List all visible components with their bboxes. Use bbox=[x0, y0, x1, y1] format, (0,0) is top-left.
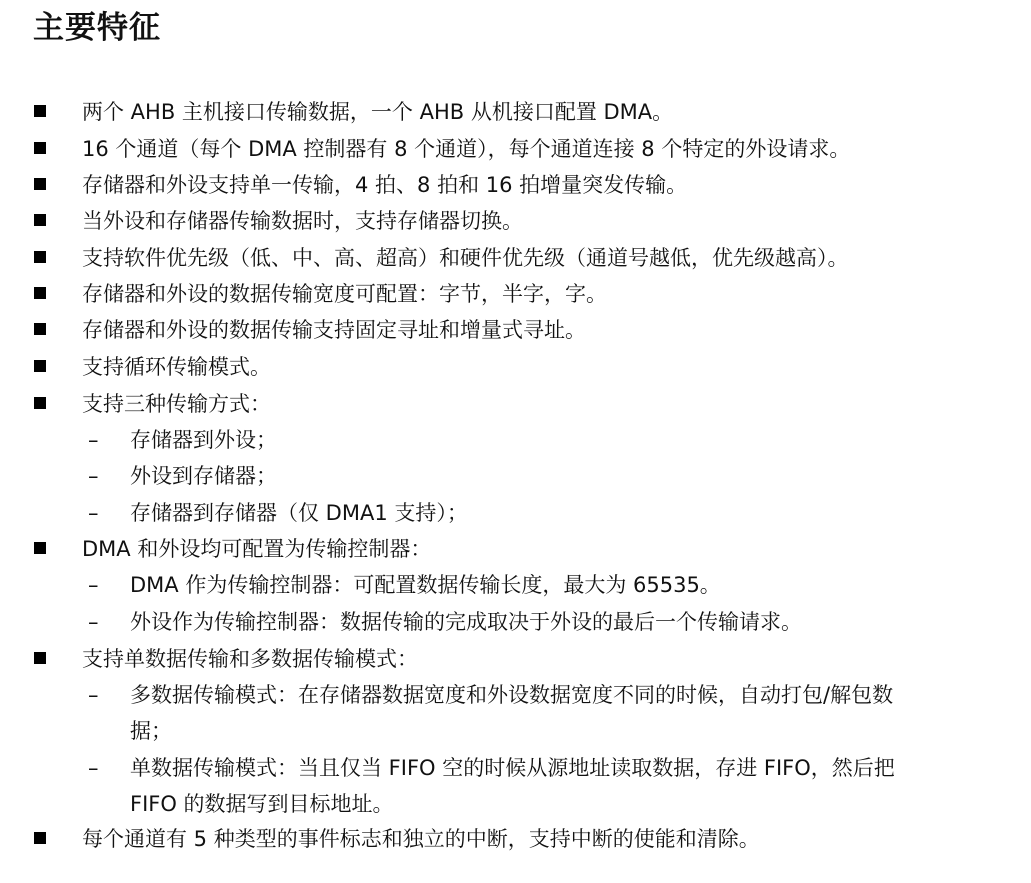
list-item bbox=[0, 390, 1031, 418]
dash-marker: – bbox=[88, 501, 99, 525]
list-item-text: 16 个通道（每个 DMA 控制器有 8 个通道），每个通道连接 8 个特定的外设请求。 bbox=[82, 137, 851, 161]
sub-list-item bbox=[0, 499, 1031, 527]
dash-marker: – bbox=[88, 610, 99, 634]
dash-marker: – bbox=[88, 573, 99, 597]
sub-list-item-continuation bbox=[0, 717, 1031, 745]
list-item bbox=[0, 535, 1031, 563]
square-bullet-icon bbox=[34, 323, 46, 335]
sub-list-item bbox=[0, 571, 1031, 599]
square-bullet-icon bbox=[34, 397, 46, 409]
list-item bbox=[0, 280, 1031, 308]
list-item bbox=[0, 244, 1031, 272]
sub-list-item bbox=[0, 462, 1031, 490]
list-item bbox=[0, 135, 1031, 163]
square-bullet-icon bbox=[34, 832, 46, 844]
dash-marker: – bbox=[88, 428, 99, 452]
square-bullet-icon bbox=[34, 287, 46, 299]
list-item bbox=[0, 207, 1031, 235]
dash-marker: – bbox=[88, 756, 99, 780]
dash-marker: – bbox=[88, 683, 99, 707]
square-bullet-icon bbox=[34, 178, 46, 190]
sub-list-item bbox=[0, 426, 1031, 454]
square-bullet-icon bbox=[34, 142, 46, 154]
sub-list-item-text: 单数据传输模式：当且仅当 FIFO 空的时候从源地址读取数据，存进 FIFO，然后把 bbox=[130, 756, 895, 780]
sub-list-item-text: DMA 作为传输控制器：可配置数据传输长度，最大为 65535。 bbox=[130, 573, 721, 597]
list-item bbox=[0, 645, 1031, 673]
list-item bbox=[0, 353, 1031, 381]
square-bullet-icon bbox=[34, 360, 46, 372]
square-bullet-icon bbox=[34, 542, 46, 554]
sub-list-item bbox=[0, 754, 1031, 782]
list-item bbox=[0, 98, 1031, 126]
list-item-text: 两个 AHB 主机接口传输数据，一个 AHB 从机接口配置 DMA。 bbox=[82, 100, 674, 124]
sub-list-item bbox=[0, 681, 1031, 709]
sub-list-item bbox=[0, 608, 1031, 636]
square-bullet-icon bbox=[34, 652, 46, 664]
square-bullet-icon bbox=[34, 214, 46, 226]
list-item-text: DMA 和外设均可配置为传输控制器： bbox=[82, 537, 432, 561]
sub-list-item-text: 存储器到外设； bbox=[130, 428, 277, 452]
list-item-text: 存储器和外设的数据传输宽度可配置：字节，半字，字。 bbox=[82, 282, 607, 306]
list-item-text: 支持三种传输方式： bbox=[82, 392, 271, 416]
list-item-text: 当外设和存储器传输数据时，支持存储器切换。 bbox=[82, 209, 523, 233]
dash-marker: – bbox=[88, 464, 99, 488]
sub-list-item-text: 外设到存储器； bbox=[130, 464, 277, 488]
list-item-text: 每个通道有 5 种类型的事件标志和独立的中断，支持中断的使能和清除。 bbox=[82, 827, 760, 851]
list-item bbox=[0, 171, 1031, 199]
list-item bbox=[0, 316, 1031, 344]
sub-list-item-text: 多数据传输模式：在存储器数据宽度和外设数据宽度不同的时候，自动打包/解包数 bbox=[130, 683, 894, 707]
list-item-text: 支持单数据传输和多数据传输模式： bbox=[82, 647, 418, 671]
sub-list-item-text: 存储器到存储器（仅 DMA1 支持）； bbox=[130, 501, 468, 525]
list-item-text: 存储器和外设支持单一传输，4 拍、8 拍和 16 拍增量突发传输。 bbox=[82, 173, 688, 197]
section-title: 主要特征 bbox=[33, 10, 161, 46]
square-bullet-icon bbox=[34, 105, 46, 117]
list-item-text: 支持软件优先级（低、中、高、超高）和硬件优先级（通道号越低，优先级越高）。 bbox=[82, 246, 849, 270]
sub-list-item-text: FIFO 的数据写到目标地址。 bbox=[130, 792, 394, 816]
list-item-text: 存储器和外设的数据传输支持固定寻址和增量式寻址。 bbox=[82, 318, 586, 342]
list-item-text: 支持循环传输模式。 bbox=[82, 355, 271, 379]
sub-list-item-text: 外设作为传输控制器：数据传输的完成取决于外设的最后一个传输请求。 bbox=[130, 610, 802, 634]
list-item bbox=[0, 825, 1031, 853]
sub-list-item-continuation bbox=[0, 790, 1031, 818]
sub-list-item-text: 据； bbox=[130, 719, 172, 743]
square-bullet-icon bbox=[34, 251, 46, 263]
